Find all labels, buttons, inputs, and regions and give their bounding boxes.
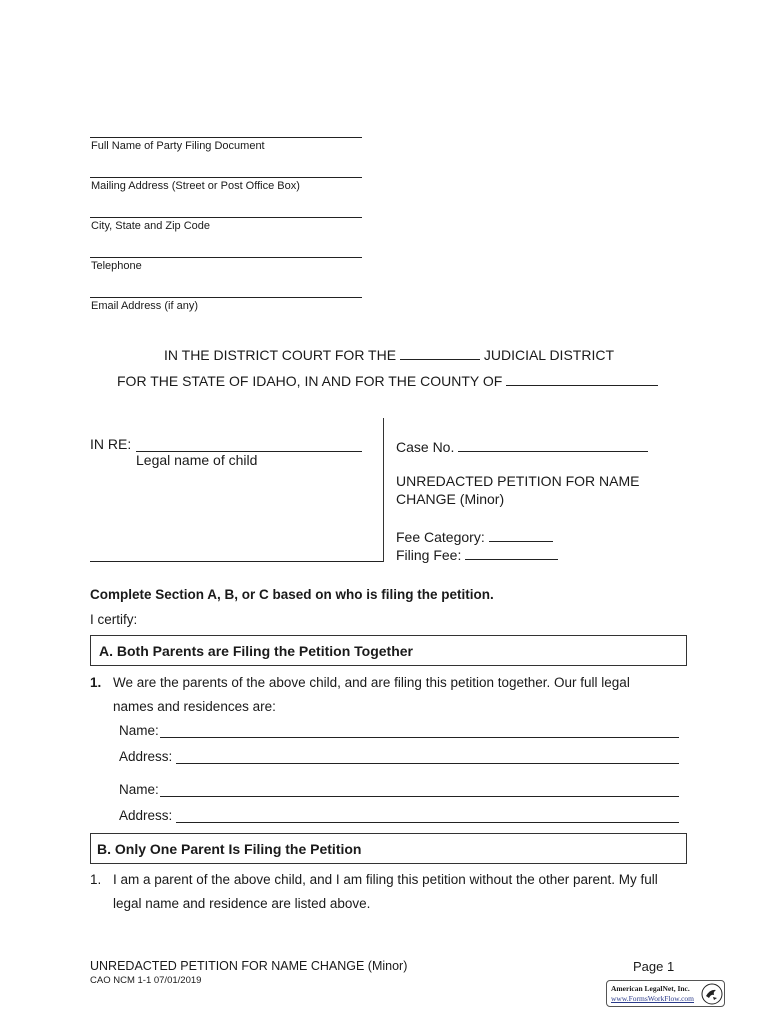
parent-1-address-label: Address:: [119, 749, 173, 764]
section-b-heading: B. Only One Parent Is Filing the Petition: [97, 841, 362, 857]
section-a-heading-box: [90, 635, 687, 666]
section-instruction: Complete Section A, B, or C based on who is filing the petition.: [90, 587, 494, 602]
mailing-address-label: Mailing Address (Street or Post Office Box): [91, 180, 300, 192]
court-line-1-prefix: IN THE DISTRICT COURT FOR THE: [164, 347, 397, 363]
court-line-1: [164, 345, 614, 363]
footer-form-code: CAO NCM 1-1 07/01/2019: [90, 975, 202, 986]
in-re-label: IN RE:: [90, 436, 132, 452]
logo-line-2: www.FormsWorkFlow.com: [611, 994, 695, 1003]
fee-category-field[interactable]: [489, 527, 553, 542]
section-a-item-line-1: We are the parents of the above child, and are filing this petition together. Our full legal: [113, 675, 630, 690]
parent-2-address-label: Address:: [119, 808, 173, 823]
section-a-item-line-2: names and residences are:: [113, 699, 276, 714]
filing-fee-label: Filing Fee:: [396, 547, 462, 563]
case-number-field[interactable]: [458, 437, 648, 452]
parent-2-name-label: Name:: [119, 782, 159, 797]
page-number: Page 1: [633, 959, 675, 974]
parent-1-address-field[interactable]: [176, 763, 679, 764]
certify-text: I certify:: [90, 612, 138, 627]
parent-2-name-field[interactable]: [160, 796, 679, 797]
parent-2-address-field[interactable]: [176, 822, 679, 823]
eagle-seal-icon: [701, 983, 723, 1005]
section-a-item-number: 1.: [90, 675, 102, 690]
parent-1-name-label: Name:: [119, 723, 159, 738]
petition-title-line-1: UNREDACTED PETITION FOR NAME: [396, 473, 640, 489]
filing-fee-field[interactable]: [465, 545, 558, 560]
mailing-address-line[interactable]: [90, 177, 362, 178]
court-line-2: [117, 371, 658, 389]
case-number: [396, 437, 648, 455]
email-label: Email Address (if any): [91, 300, 198, 312]
footer-title: UNREDACTED PETITION FOR NAME CHANGE (Minor): [90, 959, 408, 973]
county-field[interactable]: [506, 371, 658, 386]
filing-fee: [396, 545, 558, 563]
court-line-1-suffix: JUDICIAL DISTRICT: [483, 347, 614, 363]
full-name-line[interactable]: [90, 137, 362, 138]
logo-line-1: American LegalNet, Inc.: [611, 984, 690, 993]
caption-divider-horizontal: [90, 561, 383, 562]
email-line[interactable]: [90, 297, 362, 298]
section-b-item-number: 1.: [90, 872, 102, 887]
section-a-heading: A. Both Parents are Filing the Petition Together: [99, 643, 413, 659]
parent-1-name-field[interactable]: [160, 737, 679, 738]
petition-title-line-2: CHANGE (Minor): [396, 491, 505, 507]
section-b-heading-box: [90, 833, 687, 864]
child-name-label: Legal name of child: [136, 452, 258, 468]
fee-category-label: Fee Category:: [396, 529, 485, 545]
case-no-label: Case No.: [396, 439, 455, 455]
court-line-2-prefix: FOR THE STATE OF IDAHO, IN AND FOR THE COUNTY OF: [117, 373, 503, 389]
section-b-item-line-1: I am a parent of the above child, and I am filing this petition without the other parent. My full: [113, 872, 658, 887]
city-state-zip-label: City, State and Zip Code: [91, 220, 211, 232]
fee-category: [396, 527, 553, 545]
caption-divider-vertical: [383, 418, 384, 562]
telephone-label: Telephone: [91, 260, 142, 272]
full-name-label: Full Name of Party Filing Document: [91, 140, 265, 152]
judicial-district-field[interactable]: [400, 345, 480, 360]
city-state-zip-line[interactable]: [90, 217, 362, 218]
section-b-item-line-2: legal name and residence are listed above.: [113, 896, 371, 911]
telephone-line[interactable]: [90, 257, 362, 258]
vendor-logo: [606, 980, 725, 1007]
